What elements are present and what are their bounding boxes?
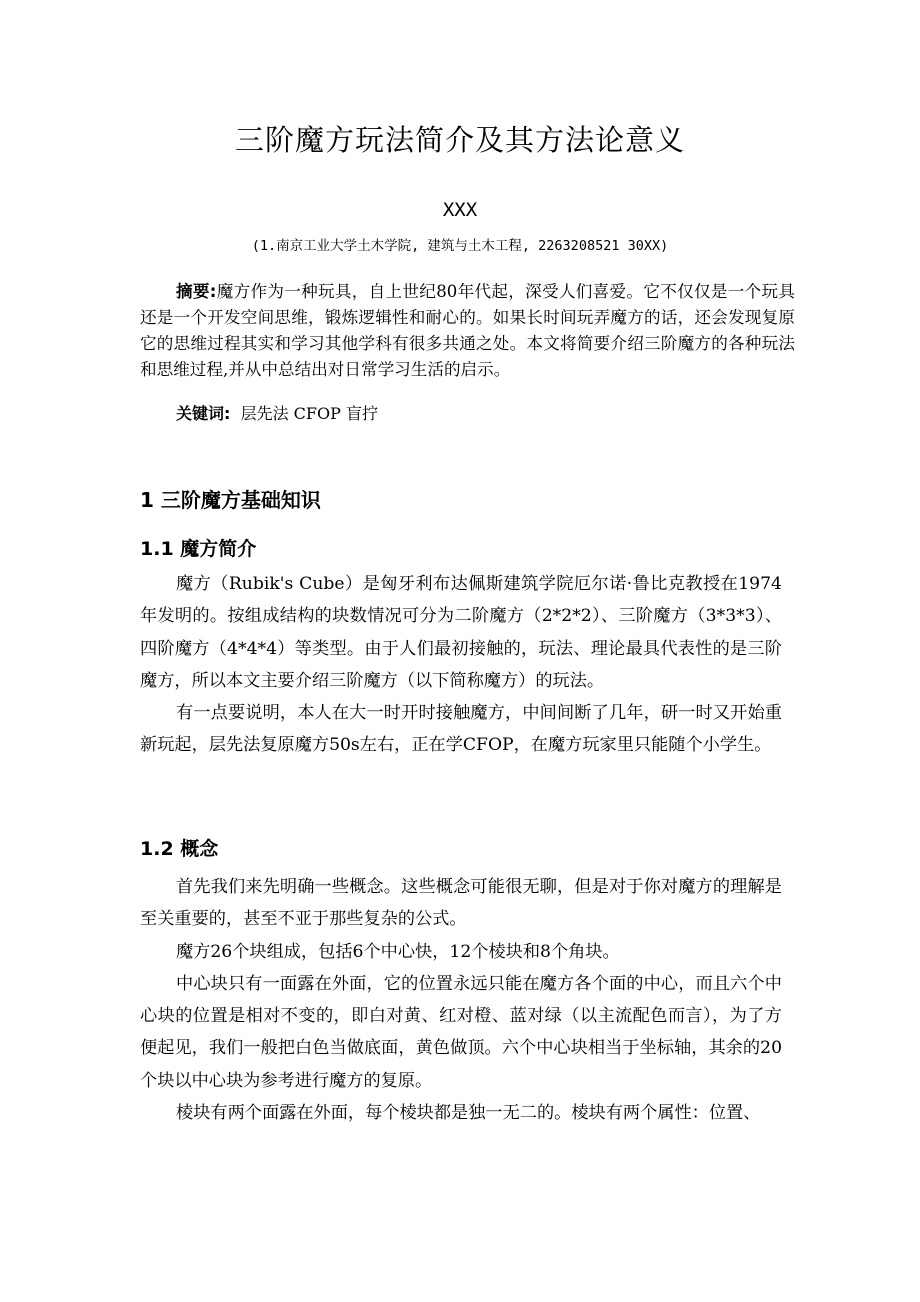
paper-title: 三阶魔方玩法简介及其方法论意义 <box>234 123 685 157</box>
subsection-heading-concepts: 1.2 概念 <box>140 838 219 860</box>
subsection-heading-intro: 1.1 魔方简介 <box>140 538 257 560</box>
paragraph: 棱块有两个面露在外面，每个棱块都是独一无二的。棱块有两个属性：位置、 <box>176 1103 761 1124</box>
keywords-label: 关键词: <box>176 404 231 423</box>
paragraph: 中心块只有一面露在外面，它的位置永远只能在魔方各个面的中心，而且六个中心块的位置是相对不变的，即白对黄、红对橙、蓝对绿（以主流配色而言），为了方便起见，我们一般把白色当做底面，黄色做顶。六个中心块相当于坐标轴，其余的20个块以中心块为参考进行魔方的复原。 <box>140 973 782 1091</box>
abstract-text: 魔方作为一种玩具，自上世纪80年代起，深受人们喜爱。它不仅仅是一个玩具还是一个开发空间思维，锻炼逻辑性和耐心的。如果长时间玩弄魔方的话，还会发现复原它的思维过程其实和学习其他学科有很多共通之处。本文将简要介绍三阶魔方的各种玩法和思维过程,并从中总结出对日常学习生活的启示。 <box>140 282 795 379</box>
subsection-body-intro <box>140 568 782 762</box>
abstract-label: 摘要: <box>176 282 217 301</box>
paragraph: 魔方（Rubik's Cube）是匈牙利布达佩斯建筑学院厄尔诺·鲁比克教授在1974年发明的。按组成结构的块数情况可分为二阶魔方（2*2*2）、三阶魔方（3*3*3）、四阶魔方（4*4*4）等类型。由于人们最初接触的，玩法、理论最具代表性的是三阶魔方，所以本文主要介绍三阶魔方（以下简称魔方）的玩法。 <box>140 574 782 691</box>
author-name: XXX <box>442 199 478 221</box>
abstract <box>140 279 795 383</box>
keywords <box>176 401 378 424</box>
author-affiliation: (1.南京工业大学土木学院, 建筑与土木工程, 2263208521 30XX) <box>251 238 669 254</box>
paragraph: 魔方26个块组成，包括6个中心快，12个棱块和8个角块。 <box>176 941 620 962</box>
subsection-body-concepts <box>140 871 782 1129</box>
paragraph: 首先我们来先明确一些概念。这些概念可能很无聊，但是对于你对魔方的理解是至关重要的，甚至不亚于那些复杂的公式。 <box>140 877 782 930</box>
paragraph: 有一点要说明，本人在大一时开时接触魔方，中间间断了几年，研一时又开始重新玩起，层先法复原魔方50s左右，正在学CFOP，在魔方玩家里只能随个小学生。 <box>140 703 782 756</box>
keywords-text: 层先法 CFOP 盲拧 <box>240 404 378 423</box>
section-heading: 1 三阶魔方基础知识 <box>140 488 321 512</box>
